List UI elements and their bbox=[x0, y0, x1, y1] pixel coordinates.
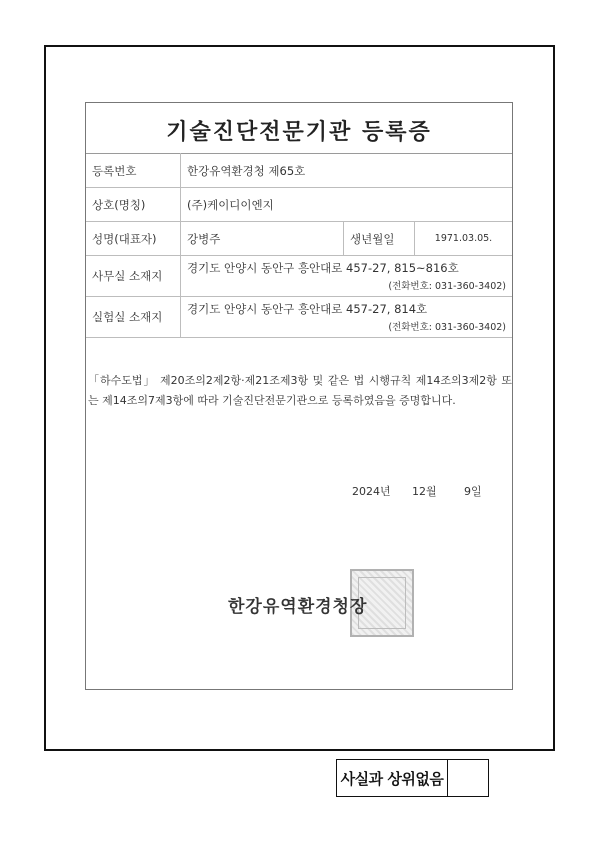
verification-stamp-label: 사실과 상위없음 bbox=[337, 760, 448, 796]
date-day: 9일 bbox=[464, 485, 482, 498]
info-table bbox=[86, 153, 512, 338]
certification-statement: 「하수도법」 제20조의2제2항·제21조제3항 및 같은 법 시행규칙 제14조의3제2항 또는 제14조의7제3항에 따라 기술진단전문기관으로 등록하였음을 증명합니다. bbox=[88, 374, 512, 407]
reg-no-value: 한강유역환경청 제65호 bbox=[181, 154, 513, 188]
office-label: 사무실 소재지 bbox=[86, 256, 181, 297]
signature-blank bbox=[448, 760, 488, 796]
lab-cell bbox=[181, 297, 513, 338]
table-row bbox=[86, 256, 512, 297]
office-address: 경기도 안양시 동안구 흥안대로 457-27, 815~816호 bbox=[187, 261, 459, 275]
verification-stamp-box bbox=[336, 759, 489, 797]
birth-label: 생년월일 bbox=[344, 222, 415, 256]
office-phone: (전화번호: 031-360-3402) bbox=[388, 281, 506, 292]
lab-phone: (전화번호: 031-360-3402) bbox=[388, 322, 506, 333]
office-cell bbox=[181, 256, 513, 297]
certificate-title: 기술진단전문기관 등록증 bbox=[166, 120, 432, 145]
table-row bbox=[86, 188, 512, 222]
reg-no-label: 등록번호 bbox=[86, 154, 181, 188]
company-label: 상호(명칭) bbox=[86, 188, 181, 222]
table-row bbox=[86, 222, 512, 256]
certificate-document bbox=[85, 102, 513, 690]
issuer-name: 한강유역환경청장 bbox=[228, 597, 368, 617]
lab-label: 실험실 소재지 bbox=[86, 297, 181, 338]
rep-value: 강병주 bbox=[181, 222, 344, 256]
date-year: 2024년 bbox=[352, 485, 391, 498]
lab-address: 경기도 안양시 동안구 흥안대로 457-27, 814호 bbox=[187, 302, 428, 316]
company-value: (주)케이디이엔지 bbox=[181, 188, 513, 222]
table-row bbox=[86, 297, 512, 338]
rep-label: 성명(대표자) bbox=[86, 222, 181, 256]
table-row bbox=[86, 154, 512, 188]
birth-value: 1971.03.05. bbox=[415, 222, 513, 256]
date-month: 12월 bbox=[412, 485, 437, 498]
